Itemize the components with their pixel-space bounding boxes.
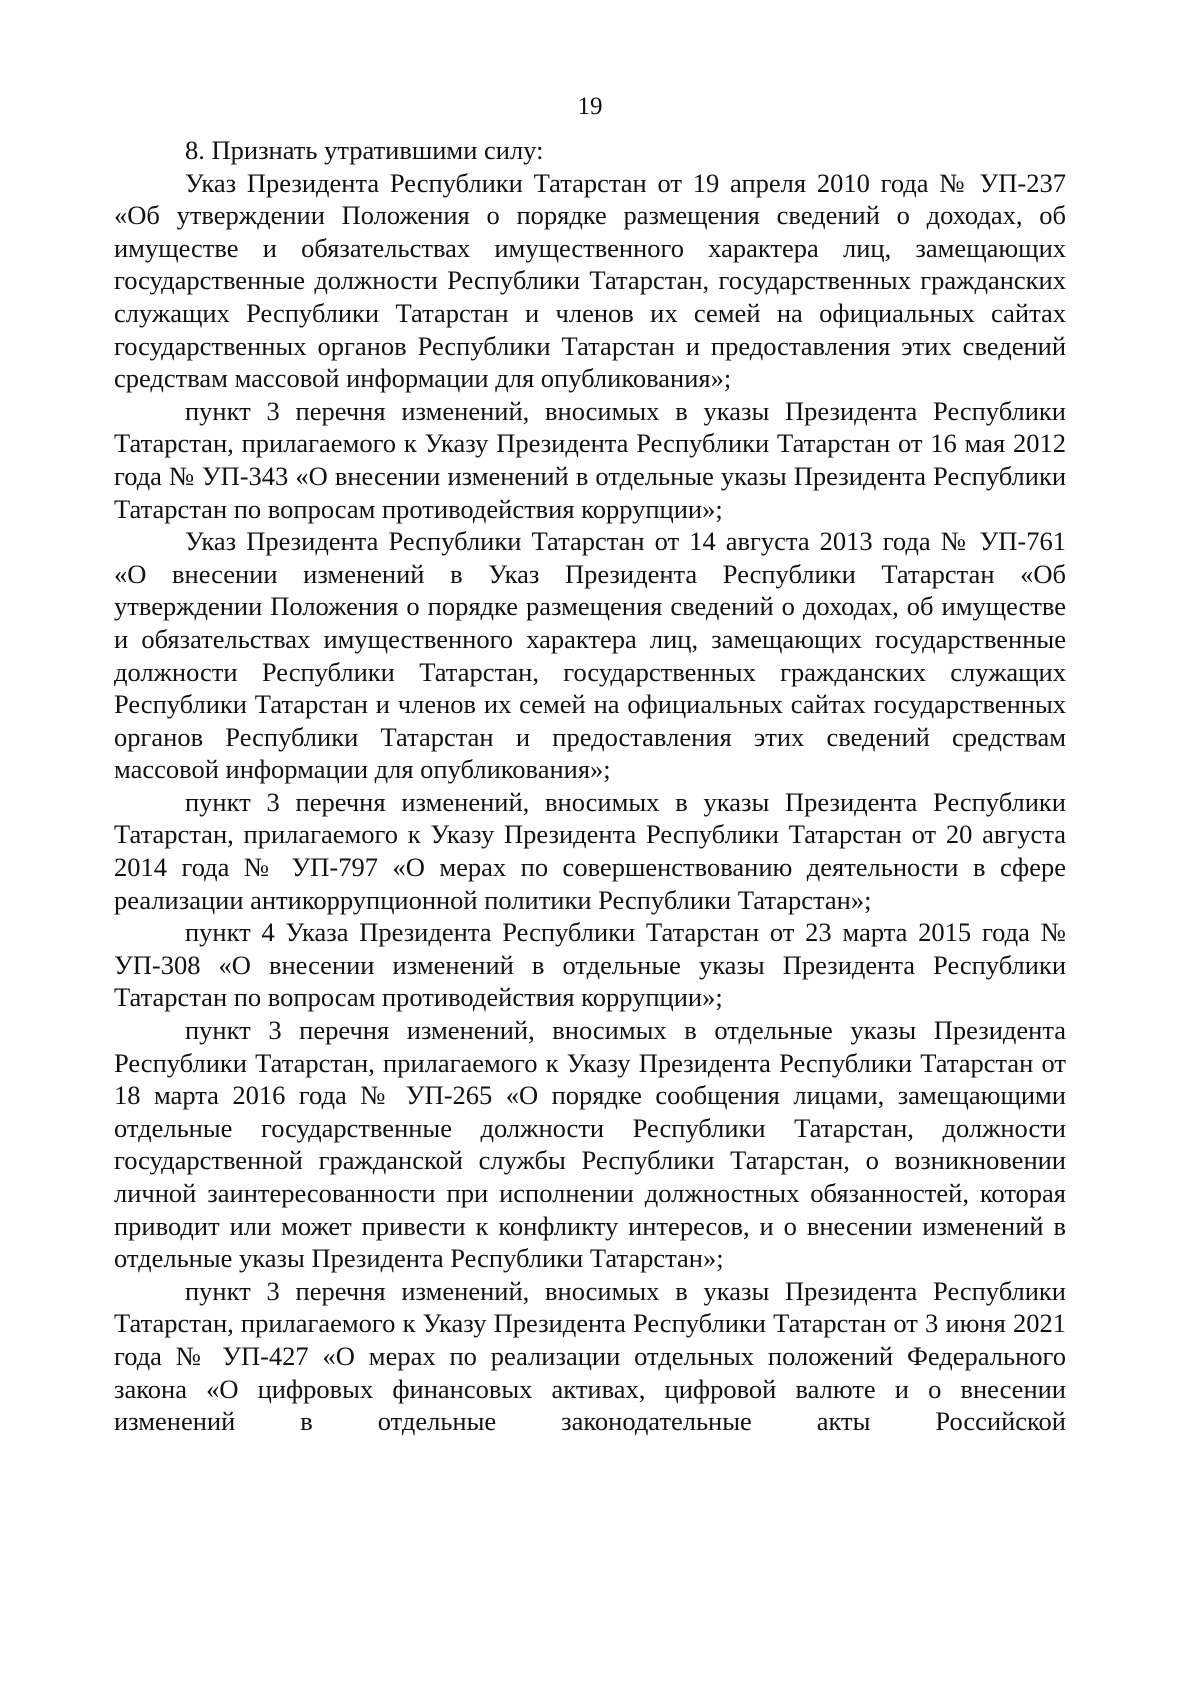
document-body bbox=[114, 134, 1066, 1438]
paragraph-decree-up-265: пункт 3 перечня изменений, вносимых в отдельные указы Президента Республики Татарстан, прилагаемого к Указу Президента Республики Татарстан от 18 марта 2016 года № УП-265 «О порядке сообщения лицами, замещающими отдельные государственные должности Республики Татарстан, должности государственной гражданской службы Республики Татарстан, о возникновении личной заинтересованности при исполнении должностных обязанностей, которая приводит или может привести к конфликту интересов, и о внесении изменений в отдельные указы Президента Республики Татарстан»; bbox=[114, 1015, 1066, 1274]
page-number: 19 bbox=[577, 93, 603, 120]
paragraph-decree-up-761: Указ Президента Республики Татарстан от 14 августа 2013 года № УП-761 «О внесении изменений в Указ Президента Республики Татарстан «Об утверждении Положения о порядке размещения сведений о доходах, об имуществе и обязательствах имущественного характера лиц, замещающих государственные должности Республики Татарстан, государственных гражданских служащих Республики Татарстан и членов их семей на официальных сайтах государственных органов Республики Татарстан и предоставления этих сведений средствам массовой информации для опубликования»; bbox=[114, 526, 1066, 785]
paragraph-decree-up-343: пункт 3 перечня изменений, вносимых в указы Президента Республики Татарстан, прилагаемого к Указу Президента Республики Татарстан от 16 мая 2012 года № УП-343 «О внесении изменений в отдельные указы Президента Республики Татарстан по вопросам противодействия коррупции»; bbox=[114, 395, 1066, 524]
paragraph-decree-up-308: пункт 4 Указа Президента Республики Татарстан от 23 марта 2015 года № УП-308 «О внесении изменений в отдельные указы Президента Республики Татарстан по вопросам противодействия коррупции»; bbox=[114, 917, 1066, 1013]
paragraph-decree-up-427: пункт 3 перечня изменений, вносимых в указы Президента Республики Татарстан, прилагаемого к Указу Президента Республики Татарстан от 3 июня 2021 года № УП-427 «О мерах по реализации отдельных положений Федерального закона «О цифровых финансовых активах, цифровой валюте и о внесении изменений в отдельные законодательные акты Российской bbox=[114, 1275, 1066, 1437]
paragraph-decree-up-797: пункт 3 перечня изменений, вносимых в указы Президента Республики Татарстан, прилагаемого к Указу Президента Республики Татарстан от 20 августа 2014 года № УП-797 «О мерах по совершенствованию деятельности в сфере реализации антикоррупционной политики Республики Татарстан»; bbox=[114, 786, 1066, 915]
paragraph-heading-item-8: 8. Признать утратившими силу: bbox=[185, 135, 544, 165]
paragraph-decree-up-237: Указ Президента Республики Татарстан от 19 апреля 2010 года № УП-237 «Об утверждении Положения о порядке размещения сведений о доходах, об имуществе и обязательствах имущественного характера лиц, замещающих государственные должности Республики Татарстан, государственных гражданских служащих Республики Татарстан и членов их семей на официальных сайтах государственных органов Республики Татарстан и предоставления этих сведений средствам массовой информации для опубликования»; bbox=[114, 167, 1066, 394]
